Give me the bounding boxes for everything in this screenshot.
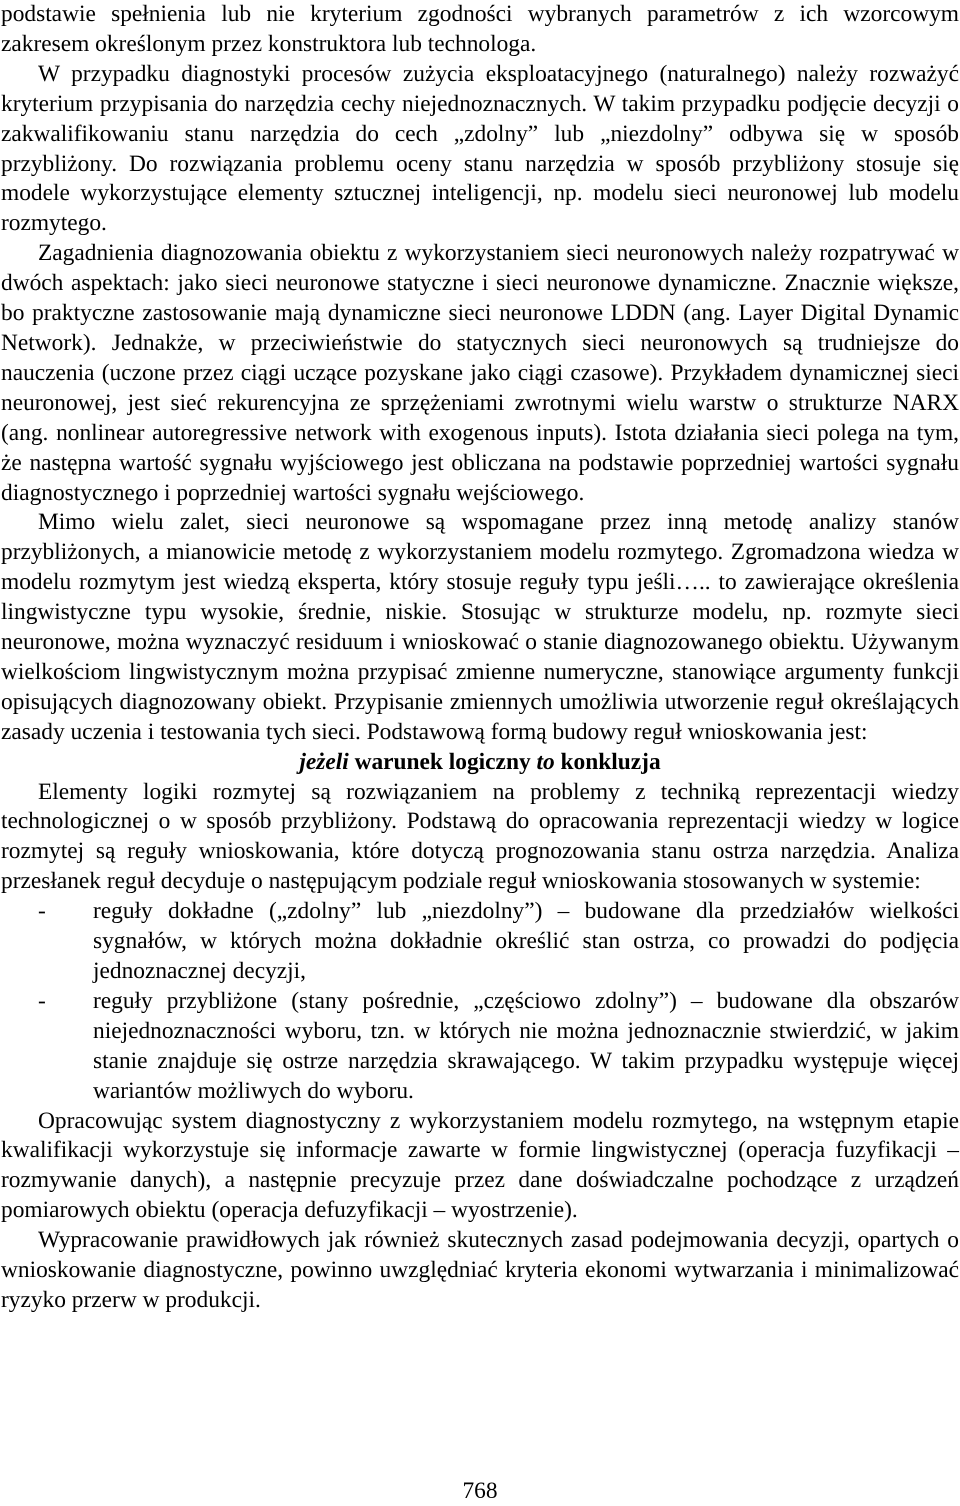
- list-item-text: reguły dokładne („zdolny” lub „niezdolny”) – budowane dla przedziałów wielkości sygnałów, w których można dokładnie określić stan ostrza, co prowadzi do podjęcia jednoznacznej decyzji,: [93, 898, 959, 984]
- rule-conclusion: konkluzja: [554, 748, 661, 775]
- list-item: [1, 897, 959, 987]
- paragraph-6: Opracowując system diagnostyczny z wykorzystaniem modelu rozmytego, na wstępnym etapie kwalifikacji wykorzystuje się informacje zawarte w formie lingwistycznej (operacja fuzyfikacji – rozmywanie danych), a następnie precyzuje przez dane doświadczalne pochodzące z urządzeń pomiarowych obiektu (operacja defuzyfikacji – wyostrzenie).: [1, 1107, 959, 1224]
- list-item: [1, 987, 959, 1107]
- paragraph-7: Wypracowanie prawidłowych jak również skutecznych zasad podejmowania decyzji, opartych o wnioskowanie diagnostyczne, powinno uwzględniać kryteria ekonomi wytwarzania i minimalizować ryzyko przerw w produkcji.: [1, 1227, 959, 1313]
- list-item-text: reguły przybliżone (stany pośrednie, „częściowo zdolny”) – budowane dla obszarów niejednoznaczności wyboru, tzn. w których nie można jednoznacznie stwierdzić, w jakim stanie znajduje się ostrze narzędzia skrawającego. W takim przypadku występuje więcej wariantów możliwych do wyboru.: [93, 987, 959, 1104]
- list-dash: -: [38, 898, 46, 925]
- inference-rule: [1, 748, 959, 778]
- list-dash: -: [38, 987, 46, 1014]
- rule-condition: warunek logiczny: [348, 748, 537, 775]
- paragraph-3: Zagadnienia diagnozowania obiektu z wykorzystaniem sieci neuronowych należy rozpatrywać w dwóch aspektach: jako sieci neuronowe statyczne i sieci neuronowe dynamiczne. Znacznie większe, bo praktyczne zastosowanie mają dynamiczne sieci neuronowe LDDN (ang. Layer Digital Dynamic Network). Jednakże, w przeciwieństwie do statycznych sieci neuronowych są trudniejsze do nauczenia (uczone przez ciągi uczące pozyskane jako ciągi czasowe). Przykładem dynamicznej sieci neuronowej, jest sieć rekurencyjna ze sprzężeniami zwrotnymi wielu warstw o strukturze NARX (ang. nonlinear autoregressive network with exogenous inputs). Istota działania sieci polega na tym, że następna wartość sygnału wyjściowego jest obliczana na podstawie poprzedniej wartości sygnału diagnostycznego i poprzedniej wartości sygnału wejściowego.: [1, 240, 959, 506]
- paragraph-5: Elementy logiki rozmytej są rozwiązaniem na problemy z techniką reprezentacji wiedzy technologicznej o w sposób przybliżony. Podstawą do opracowania reprezentacji wiedzy w logice rozmytej są reguły wnioskowania, które dotyczą prognozowania stanu ostrza narzędzia. Analiza przesłanek reguł decyduje o następującym podziale reguł wnioskowania stosowanych w systemie:: [1, 778, 959, 895]
- paragraph-2: W przypadku diagnostyki procesów zużycia eksploatacyjnego (naturalnego) należy rozważyć kryterium przypisania do narzędzia cechy niejednoznacznych. W takim przypadku podjęcie decyzji o zakwalifikowaniu stanu narzędzia do cech „zdolny” lub „niezdolny” odbywa się w sposób przybliżony. Do rozwiązania problemu oceny stanu narzędzia w sposób przybliżony stosuje się modele wykorzystujące elementy sztucznej inteligencji, np. modelu sieci neuronowej lub modelu rozmytego.: [1, 60, 959, 237]
- rule-to-word: to: [536, 748, 555, 775]
- paragraph-4: Mimo wielu zalet, sieci neuronowe są wspomagane przez inną metodę analizy stanów przybliżonych, a mianowicie metodę z wykorzystaniem modelu rozmytego. Zgromadzona wiedza w modelu rozmytym jest wiedzą eksperta, który stosuje reguły typu jeśli….. to zawierające określenia lingwistyczne typu wysokie, średnie, niskie. Stosując w strukturze modelu, np. rozmyte sieci neuronowe, można wyznaczyć residuum i wnioskować o stanie diagnozowanego obiektu. Używanym wielkościom lingwistycznym można przypisać zmienne numeryczne, stanowiące argumenty funkcji opisujących diagnozowany obiekt. Przypisanie zmiennych umożliwia utworzenie reguł określających zasady uczenia i testowania tych sieci. Podstawową formą budowy reguł wnioskowania jest:: [1, 509, 959, 745]
- rule-if-word: jeżeli: [299, 748, 349, 775]
- page-number: 768: [462, 1478, 498, 1504]
- paragraph-1: podstawie spełnienia lub nie kryterium zgodności wybranych parametrów z ich wzorcowym zakresem określonym przez konstruktora lub technologa.: [1, 1, 959, 57]
